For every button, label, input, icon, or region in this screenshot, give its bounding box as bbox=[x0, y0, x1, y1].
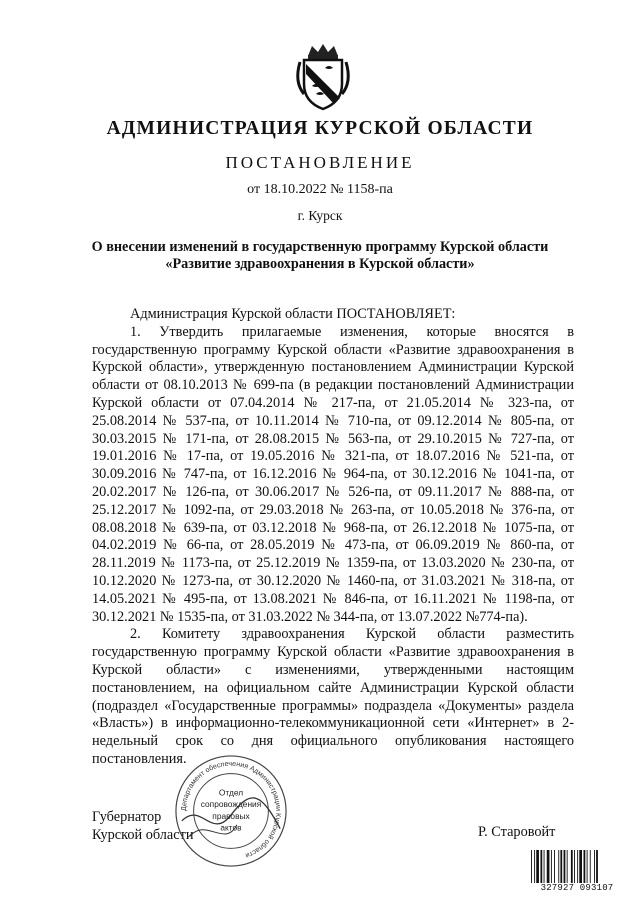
subject-line-2: «Развитие здравоохранения в Курской области» bbox=[165, 256, 475, 272]
office-stamp bbox=[172, 752, 290, 870]
document-city: г. Курск bbox=[297, 208, 343, 223]
org-title: АДМИНИСТРАЦИЯ КУРСКОЙ ОБЛАСТИ bbox=[106, 118, 534, 139]
signature-position-line-1: Губернатор bbox=[92, 809, 162, 825]
stamp-ring-text: Департамент обеспечения Администрации Курской области bbox=[179, 759, 283, 860]
stamp-line-2: сопровождения bbox=[200, 799, 262, 810]
document-date-number: от 18.10.2022 № 1158-па bbox=[247, 182, 393, 197]
coat-of-arms-icon bbox=[292, 42, 354, 112]
signature-position-line-2: Курской области bbox=[92, 827, 194, 843]
body-lead: Администрация Курской области ПОСТАНОВЛЯЕТ: bbox=[130, 306, 456, 322]
stamp-line-4: актов bbox=[220, 822, 242, 833]
barcode-number: 327927 093107 bbox=[530, 883, 624, 893]
document-body bbox=[92, 306, 574, 769]
body-paragraph-1: 1. Утвердить прилагаемые изменения, которые вносятся в государственную программу Курской области «Развитие здравоохранения в Курской области», утвержденную постановлением Администрации Курской области от 08.10.2013 № 699-па (в редакции постановлений Администрации Курской области от 07.04.2014 № 217-па, от 21.05.2014 № 323-па, от 25.08.2014 № 537-па, от 10.11.2014 № 710-па, от 09.12.2014 № 805-па, от 30.03.2015 № 171-па, от 28.08.2015 № 563-па, от 29.10.2015 № 727-па, от 19.01.2016 № 17-па, от 19.05.2016 № 321-па, от 18.07.2016 № 521-па, от 30.09.2016 № 747-па, от 16.12.2016 № 964-па, от 30.12.2016 № 1041-па, от 20.02.2017 № 126-па, от 30.06.2017 № 526-па, от 09.11.2017 № 888-па, от 25.12.2017 № 1092-па, от 29.03.2018 № 263-па, от 10.05.2018 № 376-па, от 08.08.2018 № 639-па, от 03.12.2018 № 968-па, от 26.12.2018 № 1075-па, от 04.02.2019 № 66-па, от 28.05.2019 № 473-па, от 06.09.2019 № 860-па, от 28.11.2019 № 1173-па, от 25.12.2019 № 1359-па, от 13.03.2020 № 230-па, от 10.12.2020 № 1273-па, от 30.12.2020 № 1460-па, от 31.03.2021 № 318-па, от 14.05.2021 № 495-па, от 13.08.2021 № 846-па, от 16.11.2021 № 1198-па, от 30.12.2021 № 1535-па, от 31.03.2022 № 344-па, от 13.07.2022 №774-па). bbox=[92, 323, 574, 625]
body-paragraph-2: 2. Комитету здравоохранения Курской области разместить государственную программу Курской области «Развитие здравоохранения в Курской области» с изменениями, утвержденными настоящим постановлением, на официальном сайте Администрации Курской области (подраздел «Государственные программы» подраздела «Документы» раздела «Власть») в информационно-телекоммуникационной сети «Интернет» в 2-недельный срок со дня официального опубликования настоящего постановления. bbox=[92, 626, 574, 767]
signature-name: Р. Старовойт bbox=[478, 824, 556, 840]
document-type: ПОСТАНОВЛЕНИЕ bbox=[225, 153, 415, 172]
stamp-line-1: Отдел bbox=[218, 787, 244, 798]
subject-line-1: О внесении изменений в государственную программу Курской области bbox=[91, 239, 549, 255]
document-subject bbox=[60, 239, 580, 273]
stamp-line-3: правовых bbox=[212, 810, 250, 821]
